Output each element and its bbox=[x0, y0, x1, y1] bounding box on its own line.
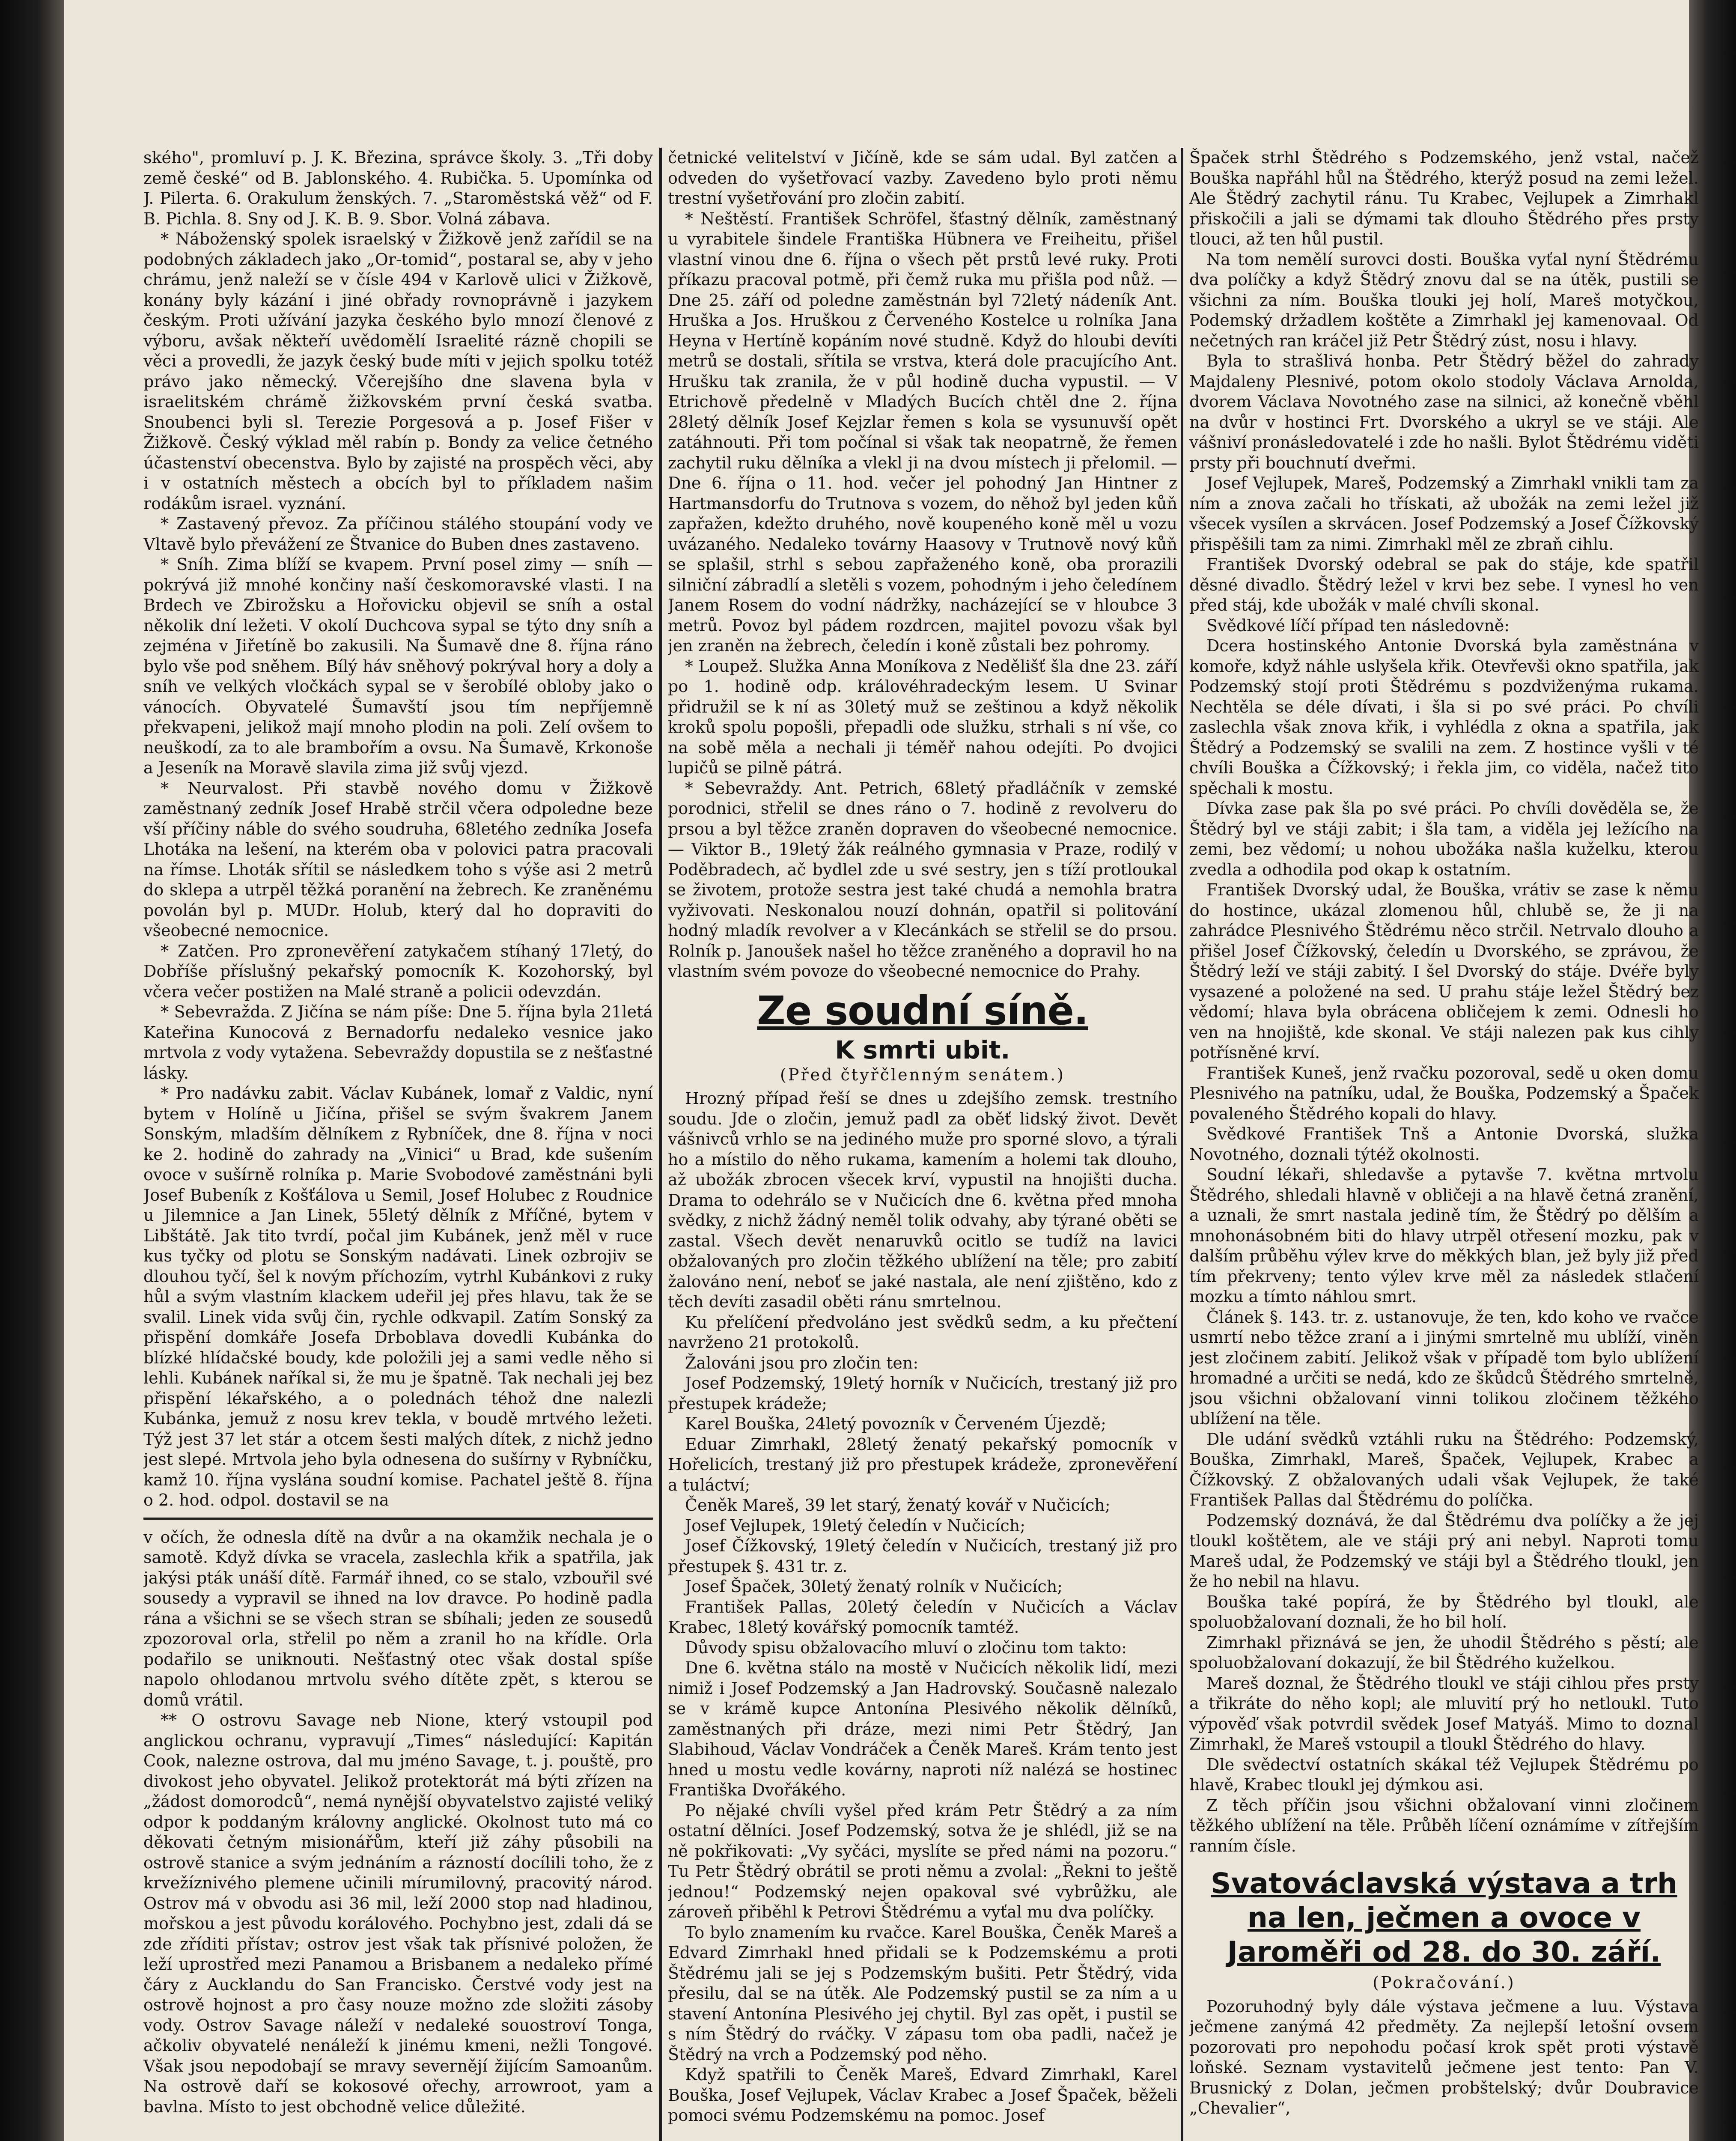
article-paragraph: * Sníh. Zima blíží se kvapem. První posel zimy — sníh — pokrývá již mnohé končiny naší českomoravské vlasti. I na Brdech ve Zbirožsku a Hořovicku objevil se sníh a ostal několik dní ležeti. V okolí Duchcova sypal se týto dny sníh a zejména v Jiřetíně bo zakusili. Na Šumavě dne 8. října ráno bylo vše pod sněhem. Bílý háv sněhový pokrýval hory a doly a sníh ve velkých vločkách sypal se v šerobílé obloby jako o vánocích. Obyvatelé Šumavští jsou tím nepříjemně překvapeni, jelikož mají mnoho plodin na poli. Zelí ovšem to neuškodí, za to ale brambořím a ovsu. Na Šumavě, Krkonoše a Jeseník na Moravě slavila zima již svůj vjezd. bbox=[143, 555, 653, 777]
article-paragraph: * Neštěstí. František Schröfel, šťastný dělník, zaměstnaný u vyrabitele šindele Františka Hübnera ve Freiheitu, přišel vlastní vinou dne 6. října o všech pět prstů levé ruky. Proti příkazu pracoval potmě, při čemž ruka mu přišla pod nůž. — Dne 25. září od poledne zaměstnán byl 72letý nádeník Ant. Hruška a Jos. Hruškou z Červeného Kostelce u rolníka Jana Heyna v Hertíně kopáním nové studně. Když do hloubi devíti metrů se dostali, sřítila se vrstva, která dole pracujícího Ant. Hrušku tak zranila, že v půl hodině ducha vypustil. — V Etrichově předelně v Mladých Bucích chtěl dne 2. října 28letý dělník Josef Kejzlar řemen s kola se vysunuvší opět zatáhnouti. Při tom počínal si však tak neopatrně, že řemen zachytil ruku dělníka a vlekl ji na dvou místech ji přelomil. — Dne 6. října o 11. hod. večer jel pohodný Jan Hintner z Hartmansdorfu do Trutnova s vozem, do něhož byl jeden kůň zapřažen, kdežto druhého, nově koupeného koně měl u vozu uvázaného. Nedaleko továrny Haasovy v Trutnově nový kůň se splašil, strhl s sebou zapřaženého koně, oba prorazili silniční zábradlí a sletěli s vozem, pohodným i jeho čeledínem Janem Rosem do vodní nádržky, nacházející se v hloubce 3 metrů. Povoz byl pádem rozdrcen, majitel povozu však byl jen zraněn na žebrech, čeledín i koně zůstali bez pohromy. bbox=[668, 209, 1177, 655]
article-paragraph: * Sebevražda. Z Jičína se nám píše: Dne 5. října byla 21letá Kateřina Kunocová z Bernadorfu nedaleko vesnice jako mrtvola z vody vytažena. Sebevraždy dopustila se z nešťastné lásky. bbox=[143, 1002, 653, 1082]
article-paragraph: Špaček strhl Štědrého s Podzemského, jenž vstal, načež Bouška napřáhl hůl na Štědrého, kterýž posud na zemi ležel. Ale Štědrý zachytil ránu. Tu Krabec, Vejlupek a Zimrhakl přiskočili a jali se dýmami tak dlouho Štědrého přes prsty tlouci, až ten hůl pustil. bbox=[1189, 148, 1699, 248]
article-paragraph: František Dvorský udal, že Bouška, vrátiv se zase k němu do hostince, ukázal zlomenou hůl, chlubě se, že ji na zahrádce Plesnivého Štědrému něco strčil. Netrvalo dlouho a přišel Josef Čížkovský, čeledín u Dvorského, se zprávou, že Štědrý leží ve stáji zabitý. I šel Dvorský do stáje. Dvéře byly vysazené a položené na sed. U prahu stáje ležel Štědrý bez vědomí; hlava byla obrácena obličejem k zemi. Odnesli ho ven na hnojiště, kde skonal. Ve stáji nalezen pak kus cihly potřísněné krví. bbox=[1189, 880, 1699, 1062]
article-paragraph: Mareš doznal, že Štědrého tloukl ve stáji cihlou přes prsty a třikráte do něho kopl; ale mluvití prý ho netloukl. Tuto výpověď však potvrdil svědek Josef Matyáš. Mimo to doznal Zimrhakl, že Mareš vstoupil a tloukl Štědrého do hlavy. bbox=[1189, 1673, 1699, 1753]
column-divider bbox=[1181, 148, 1183, 2141]
article-paragraph: Bouška také popírá, že by Štědrého byl tloukl, ale spoluobžalovaní doznali, že ho bil holí. bbox=[1189, 1592, 1699, 1631]
continuation-note: (Pokračování.) bbox=[1373, 1973, 1516, 1992]
article-paragraph: * Náboženský spolek israelský v Žižkově jenž zařídil se na podobných základech jako „Or-tomid“, postaral se, aby v jeho chrámu, jenž naleží se v čísle 494 v Karlově ulici v Žižkově, konány byly kázání i jiné obřady rovnoprávně i jazykem českým. Proti užívání jazyka českého bylo mnozí členové z výboru, avšak někteří uvědomělí Israelité rázně chopili se věci a provedli, že jazyk český bude míti v jejich spolku totéž právo jako německý. Včerejšího dne slavena byla v israelitském chrámě žižkovském první česká svatba. Snoubenci byli sl. Terezie Porgesová a p. Josef Fišer v Žižkově. Český výklad měl rabín p. Bondy za velice četného účastenství obecenstva. Bylo by zajisté na prospěch věci, aby i v ostatních městech a obcích byl to příkladem našim rodákům israel. vyznání. bbox=[143, 230, 653, 513]
article-paragraph: Když spatřili to Čeněk Mareš, Edvard Zimrhakl, Karel Bouška, Josef Vejlupek, Václav Krabec a Josef Špaček, běželi pomoci svému Podzemskému na pomoc. Josef bbox=[668, 2065, 1177, 2125]
article-paragraph: František Dvorský odebral se pak do stáje, kde spatřil děsné divadlo. Štědrý ležel v krvi bez sebe. I vynesl ho ven před stáj, kde ubožák v malé chvíli skonal. bbox=[1189, 555, 1699, 614]
article-paragraph: Dne 6. května stálo na mostě v Nučicích několik lidí, mezi nimiž i Josef Podzemský a Jan Hadrovský. Současně nalezalo se v krámě kupce Antonína Plesivého několik dělníků, zaměstnaných při dráze, mezi nimi Petr Štědrý, Jan Slabihoud, Václav Vondráček a Čeněk Mareš. Krám tento jest hned u mostu vedle kovárny, naproti níž nalézá se hostinec Františka Dvořákého. bbox=[668, 1658, 1177, 1799]
defendant-entry: Eduar Zimrhakl, 28letý ženatý pekařský pomocník v Hořelicích, trestaný již pro přestupek krádeže, zpronevěření a tuláctví; bbox=[668, 1434, 1177, 1494]
article-paragraph: v očích, že odnesla dítě na dvůr a na okamžik nechala je o samotě. Když dívka se vracela, zaslechla křik a spatřila, jak jakýsi pták unáší dítě. Farmář ihned, co se stalo, vzbouřil své sousedy a vypravil se ihned na lov dravce. Po hodině padla rána a všichni se se všech stran se sbíhali; jeden ze sousedů zpozoroval orla, střelil po něm a zranil ho na křídle. Orla podařilo se uniknouti. Nešťastný otec však dostal spíše napolo ohlodanou mrtvolu svého dítěte zpět, s kterou se domů vrátil. bbox=[143, 1527, 653, 1709]
defendant-entry: Josef Podzemský, 19letý horník v Nučicích, trestaný již pro přestupek krádeže; bbox=[668, 1374, 1177, 1413]
article-paragraph: * Zatčen. Pro zpronevěření zatykačem stíhaný 17letý, do Dobříše příslušný pekařský pomocník K. Kozohorský, byl včera večer postižen na Malé straně a policii odevzdán. bbox=[143, 941, 653, 1001]
article-paragraph: ** O ostrovu Savage neb Nione, který vstoupil pod anglickou ochranu, vypravují „Times“ následující: Kapitán Cook, nalezne ostrova, dal mu jméno Savage, t. j. pouště, pro divokost jeho obyvatel. Jelikož protektorát má býti zřízen na „žádost domorodců“, nemá nynější obyvatelstvo zajisté veliký odpor k poddaným královny anglické. Okolnost tuto má co děkovati četným misionářům, kteří již záhy působili na ostrově stanice a svým jednáním a rázností docílili toho, že z krvežíznivého plemene učinili mírumilovný, pracovitý národ. Ostrov má v obvodu asi 36 mil, leží 2000 stop nad hladinou, mořskou a jest původu korálového. Pochybno jest, zdali dá se zde zříditi přístav; ostrov jest však tak přísnivé položen, že leží uprostřed mezi Panamou a Brisbanem a nedaleko přímé čáry z Aucklandu do San Francisko. Čerstvé vody jest na ostrově hojnost a pro časy nouze možno zde složiti zásoby vody. Ostrov Savage náleží v nedaleké souostroví Tonga, ačkoliv obyvatelé nenáleží k jinému kmeni, nežli Tongové. Však jsou nepodobají se mravy severnějí žijícím Samoanům. Na ostrově daří se kokosové ořechy, arrowroot, yam a bavlna. Místo to jest obchodně velice důležité. bbox=[143, 1711, 653, 2116]
section-rule bbox=[143, 1518, 653, 1520]
article-paragraph: * Zastavený převoz. Za příčinou stálého stoupání vody ve Vltavě bylo převážení ze Štvanice do Buben dnes zastaveno. bbox=[143, 514, 653, 554]
article-title: K smrti ubit. bbox=[835, 1035, 1010, 1065]
article-paragraph: Z těch příčin jsou všichni obžalovaní vinni zločinem těžkého ublížení na těle. Průběh líčení oznámíme v zítřejším ranním čísle. bbox=[1189, 1795, 1699, 1855]
defendant-entry: Karel Bouška, 24letý povozník v Červeném Újezdě; bbox=[685, 1414, 1106, 1433]
column-1 bbox=[143, 148, 653, 2141]
article-paragraph: četnické velitelství v Jičíně, kde se sám udal. Byl zatčen a odveden do vyšetřovací vazby. Zavedeno bylo proti němu trestní vyšetřování pro zločin zabití. bbox=[668, 148, 1177, 208]
defendant-entry: František Pallas, 20letý čeledín v Nučicích a Václav Krabec, 18letý kovářský pomocník tamtéž. bbox=[668, 1597, 1177, 1637]
defendant-entry: Josef Vejlupek, 19letý čeledín v Nučicích; bbox=[685, 1516, 1026, 1535]
article-paragraph: * Loupež. Služka Anna Moníkova z Nedělišť šla dne 23. září po 1. hodině odp. královéhradeckým lesem. U Svinar přidružil se k ní as 30letý muž se zeštinou a když několik kroků spolu popošli, přepadli ode služku, strhali s ní vše, co na sobě měla a nechali ji téměř nahou odejíti. Po dvojici lupičů se pilně pátrá. bbox=[668, 656, 1177, 777]
column-3 bbox=[1189, 148, 1699, 2141]
article-paragraph: * Pro nadávku zabit. Václav Kubánek, lomař z Valdic, nyní bytem v Holíně u Jičína, přišel se svým švakrem Janem Sonským, mladším dělníkem z Rybníček, dne 8. října v noci ke 2. hodině do zahrady na „Vinici“ u Brad, kde sušením ovoce v sušírně rolníka p. Marie Svobodové zaměstnáni byli Josef Bubeník z Košťálova u Semil, Josef Holubec z Roudnice u Jilemnice a Jan Linek, 55letý dělník z Mříčné, bytem v Libštátě. Jak tito tvrdí, počal jim Kubánek, jenž měl v ruce kus tyčky od plotu se Sonským nadávati. Linek ozbrojiv se dlouhou tyčí, šel k novým příchozím, vytrhl Kubánkovi z ruky hůl a svým vlastním klackem udeřil jej přes hlavu, tak že se svalil. Linek vida svůj čin, rychle odkvapil. Zatím Sonský za přispění domkáře Josefa Drboblava dovedli Kubánka do blízké hlídačské boudy, kde položili jej a sami vedle něho si lehli. Kubánek naříkal si, že mu je špatně. Tak nechali jej bez přispění lékařského, a o polednách téhož dne nalezli Kubánka, jemuž z nosu krev tekla, v boudě mrtvého ležeti. Týž jest 37 let stár a otcem šesti malých dítek, z nichž jedno jest slepé. Mrtvola jeho byla odnesena do sušírny v Rybníčku, kamž 10. října vyslána soudní komise. Pachatel ještě 8. října o 2. hod. odpol. dostavil se na bbox=[143, 1084, 653, 1509]
article-paragraph: Svědkové František Tnš a Antonie Dvorská, služka Novotného, doznali týtéž okolnosti. bbox=[1189, 1124, 1699, 1164]
article-paragraph: Dívka zase pak šla po své práci. Po chvíli dověděla se, že Štědrý byl ve stáji zabit; i šla tam, a viděla jej ležícího na zemi, bez vědomí; u nohou ubožáka našla kuželku, kterou zvedla a odhodila pod okap k ostatním. bbox=[1189, 799, 1699, 879]
article-paragraph: Hrozný případ řeší se dnes u zdejšího zemsk. trestního soudu. Jde o zločin, jemuž padl za oběť lidský život. Devět vášnivců vrhlo se na jediného muže pro sporné slovo, a týrali ho a místilo do něho rukama, kamením a holemi tak dlouho, až ubožák zbrocen všecek krví, vypustil na hnojišti ducha. Drama to odehrálo se v Nučicích dne 6. května před mnoha svědky, z nichž žádný neměl tolik odvahy, aby týrané oběti se zastal. Všech devět nenaruvků ocitlo se tudíž na lavici obžalovaných pro zločin těžkého ublížení na těle; pro zabití žalováno není, neboť se jaké nastala, ale není zjištěno, kdo z těch devíti zasadil oběti ránu smrtelnou. bbox=[668, 1089, 1177, 1311]
article-subtitle: (Před čtyřčlenným senátem.) bbox=[780, 1065, 1065, 1084]
column-divider bbox=[659, 148, 662, 2141]
article-paragraph: Dcera hostinského Antonie Dvorská byla zaměstnána v komoře, když náhle uslyšela křik. Otevřevši okno spatřila, jak Podzemský stojí proti Štědrému s pozdviženýma rukama. Nechtěla se déle dívati, i šla si po své práci. Po chvíli zaslechla však znova křik, i vyhlédla z okna a spatřila, jak Štědrý a Podzemský se svalili na zem. Z hostince vyšli v té chvíli Bouška a Čížkovský; i řekla jim, co viděla, načež tito spěchali k mostu. bbox=[1189, 636, 1699, 798]
article-paragraph: Podzemský doznává, že dal Štědrému dva políčky a že jej tloukl koštětem, ale ve stáji prý ani nebyl. Naproti tomu Mareš udal, že Podzemský ve stáji byl a Štědrého tloukl, jen že ho nebil na hlavu. bbox=[1189, 1511, 1699, 1591]
article-paragraph: Žalováni jsou pro zločin ten: bbox=[685, 1353, 919, 1372]
defendant-entry: Josef Špaček, 30letý ženatý rolník v Nučicích; bbox=[685, 1577, 1063, 1596]
article-paragraph: Byla to strašlivá honba. Petr Štědrý běžel do zahrady Majdaleny Plesnivé, potom okolo stodoly Václava Arnolda, dvorem Václava Novotného zase na silnici, až konečně vběhl na dvůr v hostinci Frt. Dvorského a ukryl se ve stáji. Ale vášniví pronásledovatelé i zde ho našli. Bylot Štědrému viděti prsty při bouchnutí dveřmi. bbox=[1189, 352, 1699, 472]
section-heading: Ze soudní síně. bbox=[757, 987, 1088, 1034]
article-paragraph: Dle udání svědků vztáhli ruku na Štědrého: Podzemský, Bouška, Zimrhakl, Mareš, Špaček, Vejlupek, Krabec a Čížkovský. Z obžalovaných udali však Vejlupek, že také František Pallas dal Štědrému do políčka. bbox=[1189, 1429, 1699, 1509]
column-2 bbox=[668, 148, 1177, 2141]
article-paragraph: To bylo znamením ku rvačce. Karel Bouška, Čeněk Mareš a Edvard Zimrhakl hned přidali se k Podzemskému a proti Štědrému jali se jej s Podzemským bušiti. Petr Štědrý, vida přesilu, dal se na útěk. Ale Podzemský pustil se za ním a u stavení Antonína Plesivého jej chytil. Byl zas opět, i pustil se s ním Štědrý do rváčky. V zápasu tom oba padli, načež je Štědrý na vrch a Podzemský pod něho. bbox=[668, 1923, 1177, 2064]
article-paragraph: Po nějaké chvíli vyšel před krám Petr Štědrý a za ním ostatní dělníci. Josef Podzemský, sotva že je shlédl, již se na ně pokřikovati: „Vy syčáci, myslíte se před námi na pozoru.“ Tu Petr Štědrý obrátil se proti němu a zvolal: „Řekni to ještě jednou!“ Podzemský nejen opakoval své vybrůžku, ale zároveň přiběhl k Petrovi Štědrému a vyťal mu dva políčky. bbox=[668, 1801, 1177, 1921]
article-paragraph: Důvody spisu obžalovacího mluví o zločinu tom takto: bbox=[685, 1638, 1127, 1657]
article-paragraph: Soudní lékaři, shledavše a pytavše 7. května mrtvolu Štědrého, shledali hlavně v obličeji a na hlavě četná zranění, a uznali, že smrt nastala jedině tím, že Štědrý po dělším a mnohonásobném biti do hlavy utrpěl otřesení mozku, pak v dalším průběhu výlev krve do měkkých blan, jež byly již před tím překrveny; tento výlev krve měl za následek stlačení mozku a tímto náhlou smrt. bbox=[1189, 1165, 1699, 1306]
article-paragraph: Dle svědectví ostatních skákal též Vejlupek Štědrému po hlavě, Krabec tloukl jej dýmkou asi. bbox=[1189, 1755, 1699, 1794]
article-paragraph: ského", promluví p. J. K. Březina, správce školy. 3. „Tři doby země české“ od B. Jablonského. 4. Rubička. 5. Upomínka od J. Pilerta. 6. Orakulum ženských. 7. „Staroměstská věž“ od F. B. Pichla. 8. Sny od J. K. B. 9. Sbor. Volná zábava. bbox=[143, 148, 653, 228]
scan-edge-left bbox=[0, 0, 64, 2141]
section-heading: Svatováclavská výstava a trh na len, ječmen a ovoce v Jaroměři od 28. do 30. září. bbox=[1210, 1867, 1678, 1968]
article-paragraph: Na tom nemělí surovci dosti. Bouška vyťal nyní Štědrému dva políčky a když Štědrý znovu dal se na útěk, pustili se všichni za ním. Bouška tlouki jej holí, Mareš motyčkou, Podemský držadlem koštěte a Zimrhakl jej kamenovaal. Od nečetných ran kráčel již Petr Štědrý zúst, nosu i hlavy. bbox=[1189, 250, 1699, 350]
article-paragraph: Článek §. 143. tr. z. ustanovuje, že ten, kdo koho ve rvačce usmrtí nebo těžce zraní a i jinými smrtelně mu ublíží, viněn jest zločinem zabití. Jelikož však v případě tom bylo ublížení hromadné a určiti se nedá, kdo ze škůdců Štědrého smrtelně, jsou všichni obžalovaní vinni tolikou zločinem těžkého ublížení na těle. bbox=[1189, 1307, 1699, 1428]
article-paragraph: František Kuneš, jenž rvačku pozoroval, sedě u oken domu Plesnivého na patníku, udal, že Bouška, Podzemský a Špaček povaleného Štědrého kopali do hlavy. bbox=[1189, 1063, 1699, 1123]
article-paragraph: Josef Vejlupek, Mareš, Podzemský a Zimrhakl vnikli tam za ním a znova začali ho třískati, až ubožák na zemi ležel již všecek vysílen a skrvácen. Josef Podzemský a Josef Čížkovský přispěšili tam za nimi. Zimrhakl měl ze zbraň cihlu. bbox=[1189, 474, 1699, 554]
article-paragraph: Pozoruhodný byly dále výstava ječmene a luu. Výstava ječmene zanýmá 42 předměty. Za nejlepší letošní ovsem pozorovati pro nepohodu počasí krok spět proti výstavě loňské. Seznam vystavitelů ječmene jest tento: Pan V. Brusnický z Dolan, ječmen probštelský; dvůr Doubravice „Chevalier“, bbox=[1189, 1997, 1699, 2117]
article-paragraph: Svědkové líčí případ ten následovně: bbox=[1206, 616, 1510, 635]
article-paragraph: Ku přelíčení předvoláno jest svědků sedm, a ku přečtení navrženo 21 protokolů. bbox=[668, 1312, 1177, 1352]
article-paragraph: * Sebevraždy. Ant. Petrich, 68letý přadláčník v zemské porodnici, střelil se dnes ráno o 7. hodině z revolveru do prsou a byl těžce zraněn dopraven do všeobecné nemocnice. — Viktor B., 19letý žák reálného gymnasia v Praze, rodilý v Poděbradech, ač bydlel zde u své sestry, jen s tíží protloukal se životem, protože sestra jest také chudá a nemohla bratra vyživovati. Neskonalou nouzí dohnán, opatřil si politování hodný mladík revolver a v Klecánkách se střelil se do prsou. Rolník p. Janoušek našel ho těžce zraněného a dopravil ho na vlastním svém povoze do všeobecné nemocnice do Prahy. bbox=[668, 778, 1177, 981]
article-paragraph: Zimrhakl přiznává se jen, že uhodil Štědrého s pěstí; ale spoluobžalovaní dokazují, že bil Štědrého kuželkou. bbox=[1189, 1633, 1699, 1672]
article-paragraph: * Neurvalost. Při stavbě nového domu v Žižkově zaměstnaný zedník Josef Hrabě strčil včera odpoledne beze vší příčiny náble do svého soudruha, 68letého zedníka Josefa Lhotáka na lešení, na kterém oba v polovici patra pracovali na římse. Lhoták sřítil se následkem toho s výše asi 2 metrů do sklepa a utrpěl těžká poranění na žebrech. Ke zraněnému povolán byl p. MUDr. Holub, který dal ho dopraviti do všeobecné nemocnice. bbox=[143, 778, 653, 940]
defendant-entry: Čeněk Mareš, 39 let starý, ženatý kovář v Nučicích; bbox=[685, 1496, 1111, 1515]
defendant-entry: Josef Čížkovský, 19letý čeledín v Nučicích, trestaný již pro přestupek §. 431 tr. z. bbox=[668, 1536, 1177, 1576]
